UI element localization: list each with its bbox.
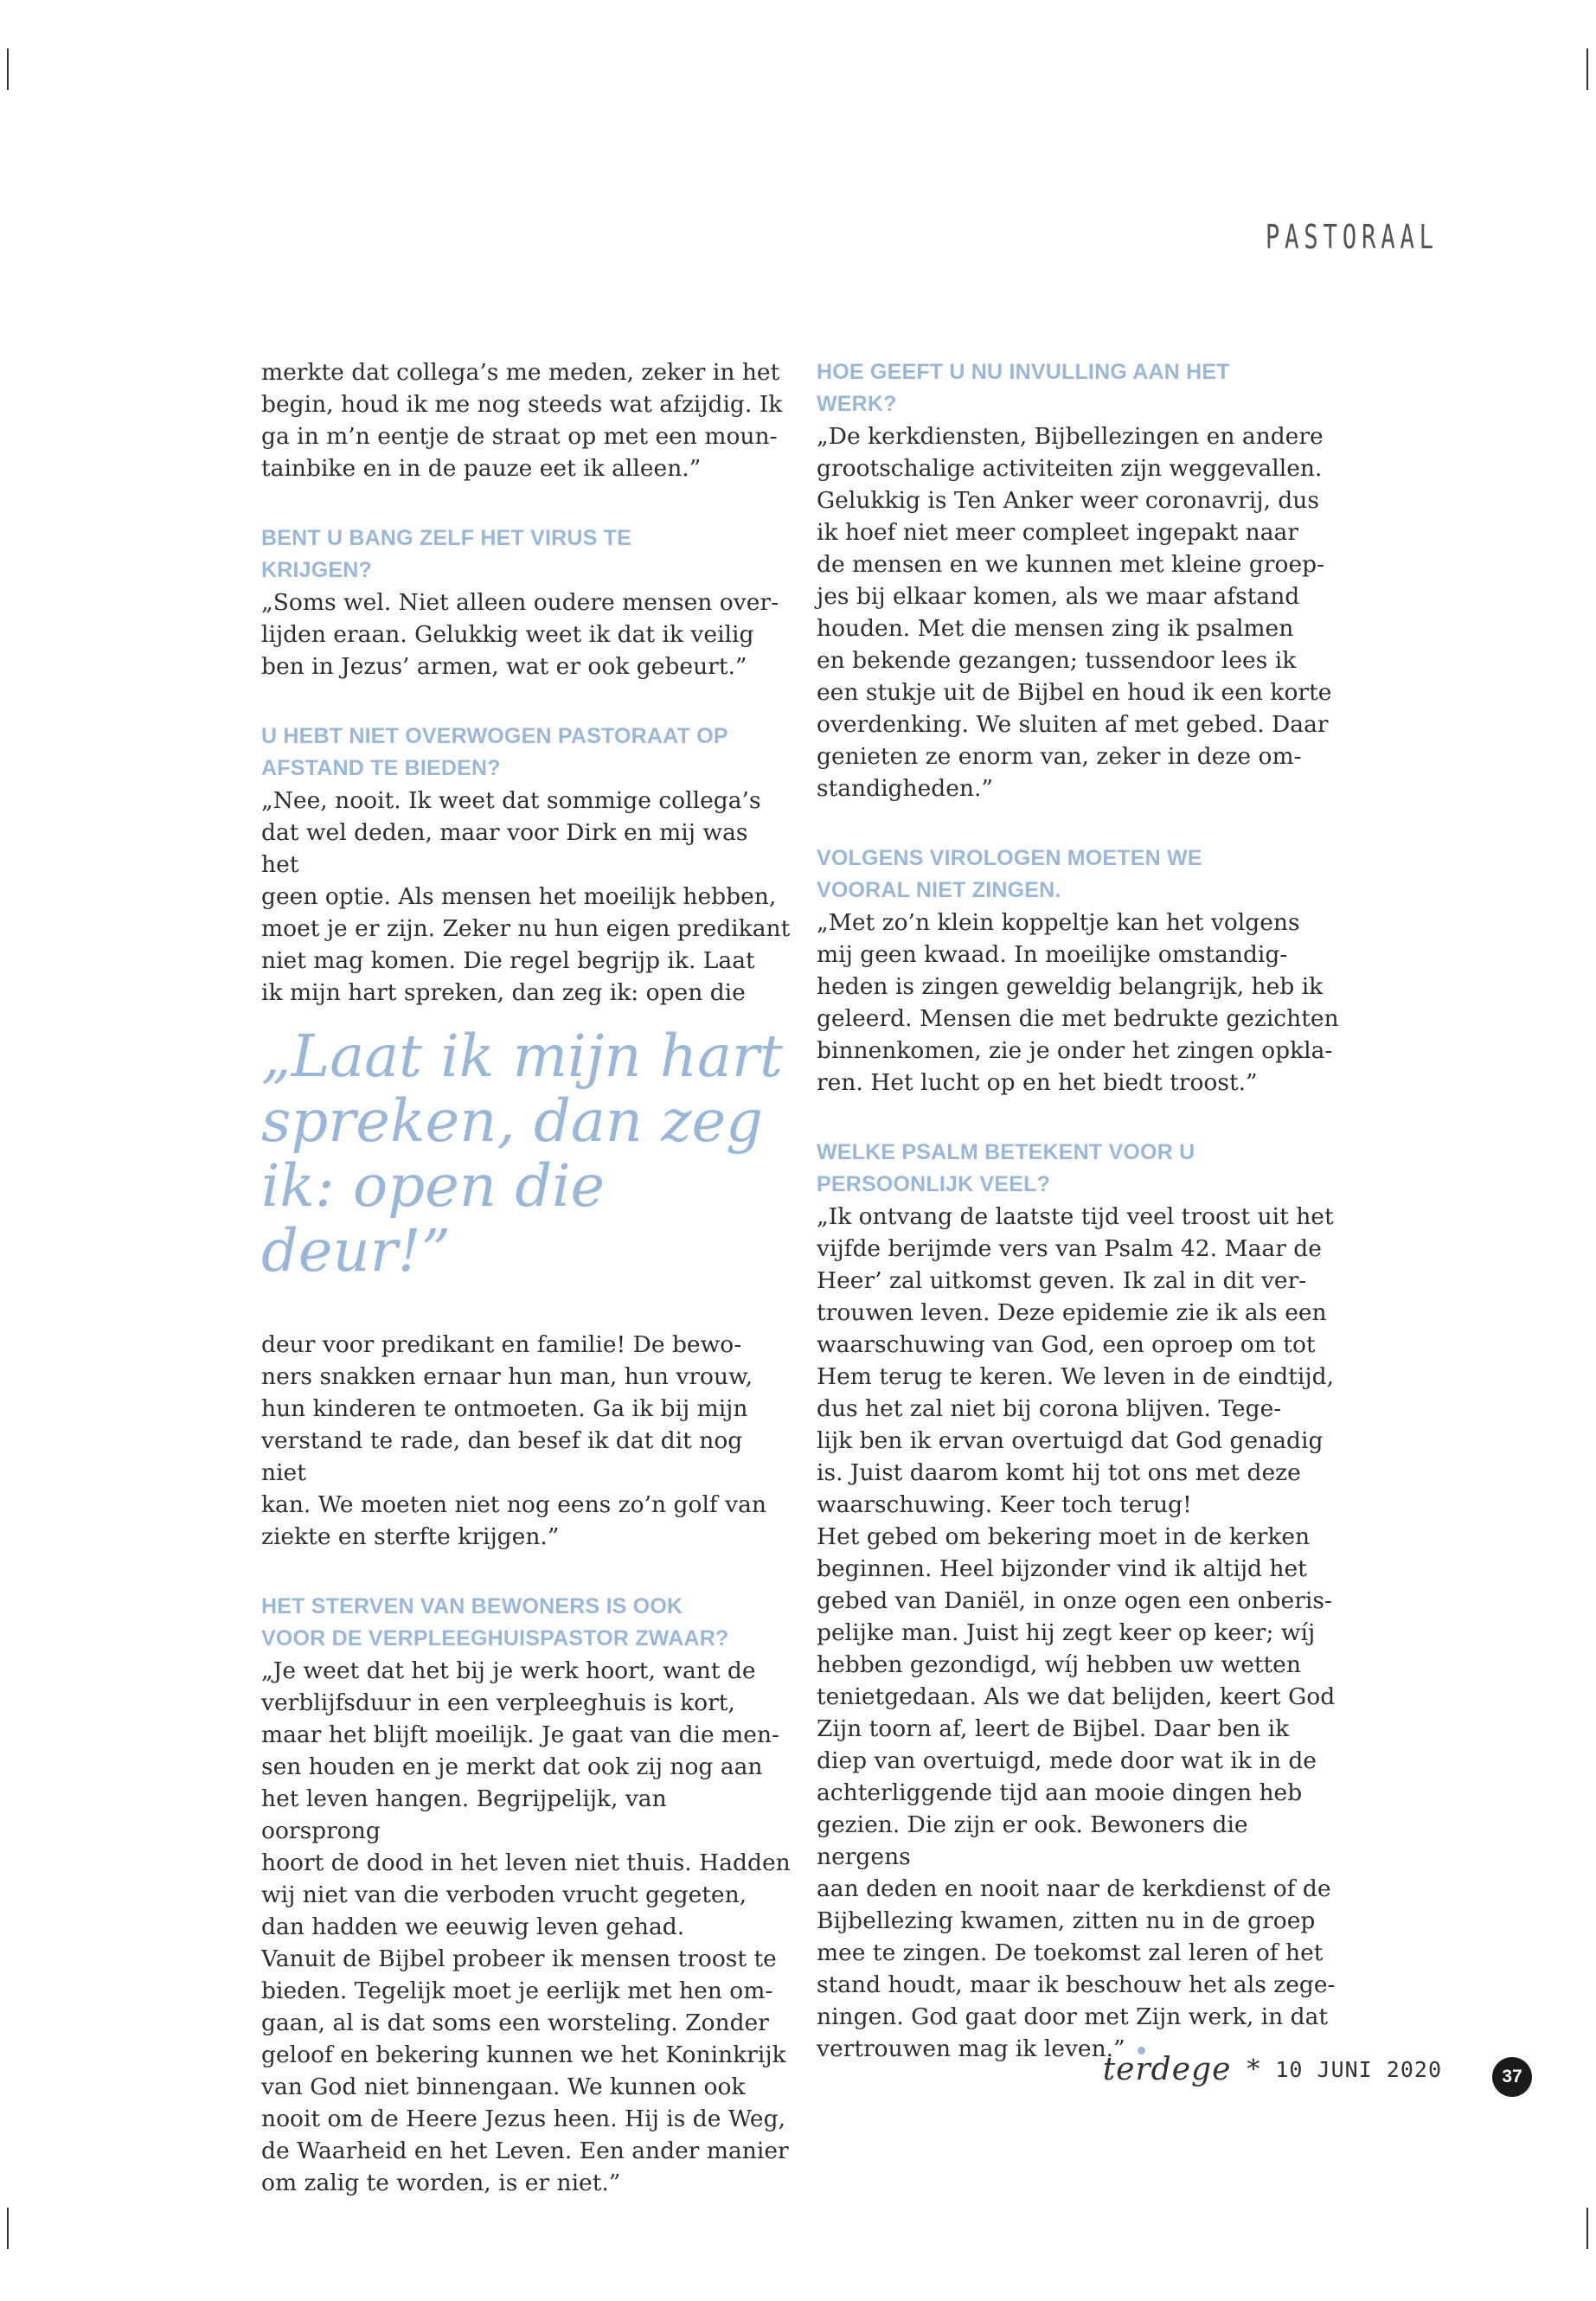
answer-paragraph: „Met zo’n klein koppeltje kan het volgens mij geen kwaad. In moeilijke omstandig- heden is zingen geweldig belangrijk, heb ik geleerd. Mensen die met bedrukte gezichten binnenkomen, zie je onder het zingen opkla- ren. Het lucht op en het biedt troost.” bbox=[817, 909, 1339, 1096]
page-number-badge: 37 bbox=[1492, 2057, 1532, 2097]
question-heading: WELKE PSALM BETEKENT VOOR U PERSOONLIJK VEEL? bbox=[817, 1140, 1195, 1196]
question-heading: HET STERVEN VAN BEWONERS IS OOK VOOR DE VERPLEEGHUISPASTOR ZWAAR? bbox=[261, 1594, 729, 1650]
question-heading: U HEBT NIET OVERWOGEN PASTORAAT OP AFSTAND TE BIEDEN? bbox=[261, 724, 728, 780]
pull-quote: „Laat ik mijn hart spreken, dan zeg ik: open die deur!” bbox=[261, 1022, 783, 1285]
page-footer bbox=[1103, 2052, 1442, 2087]
crop-mark-bottom-left bbox=[7, 2208, 9, 2249]
answer-paragraph: „Soms wel. Niet alleen oudere mensen over- lijden eraan. Gelukkig weet ik dat ik veilig ben in Jezus’ armen, wat er ook gebeurt.” bbox=[261, 589, 779, 680]
question-heading: BENT U BANG ZELF HET VIRUS TE KRIJGEN? bbox=[261, 526, 632, 582]
question-heading: VOLGENS VIROLOGEN MOETEN WE VOORAL NIET ZINGEN. bbox=[817, 846, 1202, 902]
answer-paragraph: „Nee, nooit. Ik weet dat sommige collega’s dat wel deden, maar voor Dirk en mij was het geen optie. Als mensen het moeilijk hebben, moet je er zijn. Zeker nu hun eigen predikant niet mag komen. Die regel begrijp ik. Laat ik mijn hart spreken, dan zeg ik: open die bbox=[261, 787, 791, 1006]
answer-paragraph-continued: deur voor predikant en familie! De bewo- ners snakken ernaar hun man, hun vrouw, hun kinderen te ontmoeten. Ga ik bij mijn verstand te rade, dan besef ik dat dit nog niet kan. We moeten niet nog eens zo’n golf van ziekte en sterfte krijgen.” bbox=[261, 1331, 766, 1550]
issue-date: 10 JUNI 2020 bbox=[1275, 2057, 1442, 2082]
answer-paragraph: „De kerkdiensten, Bijbellezingen en andere grootschalige activiteiten zijn weggevallen. Gelukkig is Ten Anker weer coronavrij, dus ik hoef niet meer compleet ingepakt naar de mensen en we kunnen met kleine groep- jes bij elkaar komen, als we maar afstand houden. Met die mensen zing ik psalmen en bekende gezangen; tussendoor lees ik een stukje uit de Bijbel en houd ik een korte overdenking. We sluiten af met gebed. Daar genieten ze enorm van, zeker in deze om- standigheden.” bbox=[817, 423, 1332, 802]
answer-paragraph bbox=[817, 1201, 1346, 2065]
section-label: PASTORAAL bbox=[1265, 218, 1439, 256]
answer-paragraph: „Je weet dat het bij je werk hoort, want de verblijfsduur in een verpleeghuis is kort, maar het blijft moeilijk. Je gaat van die men- sen houden en je merkt dat ook zij nog aan het leven hangen. Begrijpelijk, van oorsprong hoort de dood in het leven niet thuis. Hadden wij niet van die verboden vrucht gegeten, dan hadden we eeuwig leven gehad. Vanuit de Bijbel probeer ik mensen troost te bieden. Tegelijk moet je eerlijk met hen om- gaan, al is dat soms een worsteling. Zonder geloof en bekering kunnen we het Koninkrijk van God niet binnengaan. We kunnen ook nooit om de Heere Jezus heen. Hij is de Weg, de Waarheid en het Leven. Een ander manier om zalig te worden, is er niet.” bbox=[261, 1657, 791, 2196]
right-column bbox=[817, 356, 1346, 2065]
question-heading: HOE GEEFT U NU INVULLING AAN HET WERK? bbox=[817, 360, 1230, 416]
star-separator-icon: * bbox=[1247, 2054, 1260, 2085]
left-column bbox=[261, 356, 791, 2199]
intro-paragraph: merkte dat collega’s me meden, zeker in het begin, houd ik me nog steeds wat afzijdig. Ik ga in m’n eentje de straat op met een moun- tainbike en in de pauze eet ik alleen.” bbox=[261, 359, 783, 482]
crop-mark-bottom-right bbox=[1586, 2208, 1588, 2249]
final-answer-text: „Ik ontvang de laatste tijd veel troost uit het vijfde berijmde vers van Psalm 42. Maar de Heer’ zal uitkomst geven. Ik zal in dit ver- trouwen leven. Deze epidemie zie ik als een waarschuwing van God, een oproep om tot Hem terug te keren. We leven in de eindtijd, dus het zal niet bij corona blijven. Tege- lijk ben ik ervan overtuigd dat God genadig is. Juist daarom komt hij tot ons met deze waarschuwing. Keer toch terug! Het gebed om bekering moet in de kerken beginnen. Heel bijzonder vind ik altijd het gebed van Daniël, in onze ogen een onberis- pelijke man. Juist hij zegt keer op keer; wíj hebben gezondigd, wíj hebben uw wetten tenietgedaan. Als we dat belijden, keert God Zijn toorn af, leert de Bijbel. Daar ben ik diep van overtuigd, mede door wat ik in de achterliggende tijd aan mooie dingen heb gezien. Die zijn er ook. Bewoners die nergens aan deden en nooit naar de kerkdienst of de Bijbellezing kwamen, zitten nu in de groep mee te zingen. De toekomst zal leren of het stand houdt, maar ik beschouw het als zege- ningen. God gaat door met Zijn werk, in dat vertrouwen mag ik leven.” bbox=[817, 1203, 1336, 2062]
magazine-logo: terdege bbox=[1102, 2052, 1232, 2087]
crop-mark-top-left bbox=[7, 48, 9, 90]
crop-mark-top-right bbox=[1586, 48, 1588, 90]
